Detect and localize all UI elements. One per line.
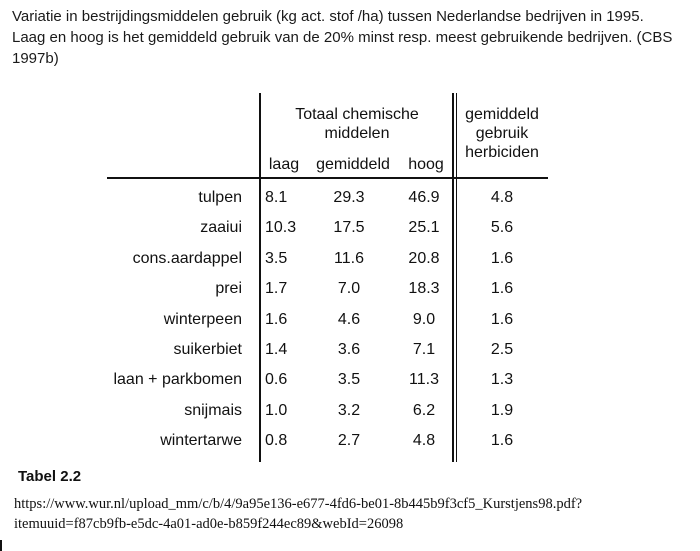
caption-line-2: Laag en hoog is het gemiddeld gebruik van de 20% minst resp. meest gebruikende bedrijven. (CBS xyxy=(12,29,673,46)
header-divider-line xyxy=(107,177,548,179)
table-title: Tabel 2.2 xyxy=(18,468,82,485)
subheader-gemiddeld: gemiddeld xyxy=(316,156,390,173)
cell-crop: suikerbiet xyxy=(173,341,242,358)
cell-herbiciden: 1.6 xyxy=(490,432,514,449)
cell-crop: tulpen xyxy=(198,189,242,206)
label-column-divider xyxy=(259,93,261,462)
cell-laag: 0.6 xyxy=(265,371,288,388)
cell-laag: 8.1 xyxy=(265,189,288,206)
herbicide-header xyxy=(457,105,547,162)
cell-laag: 1.6 xyxy=(265,311,288,328)
caption-line-3: 1997b) xyxy=(12,50,59,67)
cell-laag: 3.5 xyxy=(265,250,288,267)
cell-herbiciden: 4.8 xyxy=(490,189,514,206)
cell-hoog: 6.2 xyxy=(412,402,436,419)
source-line-1: https://www.wur.nl/upload_mm/c/b/4/9a95e136-e677-4fd6-be01-8b445b9f3cf5_Kurstjens98.pdf? xyxy=(14,496,583,512)
edge-mark xyxy=(0,540,2,551)
cell-gemiddeld: 17.5 xyxy=(333,219,365,236)
cell-gemiddeld: 7.0 xyxy=(337,280,361,297)
cell-herbiciden: 2.5 xyxy=(490,341,514,358)
cell-gemiddeld: 3.2 xyxy=(337,402,361,419)
herbicide-column-divider xyxy=(452,93,454,462)
cell-gemiddeld: 11.6 xyxy=(334,250,364,267)
source-link xyxy=(14,494,694,534)
cell-gemiddeld: 4.6 xyxy=(337,311,361,328)
cell-herbiciden: 1.9 xyxy=(490,402,514,419)
cell-hoog: 46.9 xyxy=(408,189,440,206)
cell-crop: zaaiui xyxy=(200,219,242,236)
cell-crop: prei xyxy=(215,280,242,297)
cell-laag: 1.4 xyxy=(265,341,288,358)
cell-gemiddeld: 3.5 xyxy=(337,371,361,388)
cell-laag: 0.8 xyxy=(265,432,288,449)
cell-crop: cons.aardappel xyxy=(132,250,242,267)
cell-crop: snijmais xyxy=(184,402,242,419)
cell-crop: winterpeen xyxy=(163,311,242,328)
herbicide-header-line-3: herbiciden xyxy=(465,144,539,161)
cell-laag: 1.7 xyxy=(265,280,288,297)
cell-crop: wintertarwe xyxy=(160,432,242,449)
group-header xyxy=(263,105,451,143)
subheader-hoog: hoog xyxy=(408,156,444,173)
cell-laag: 1.0 xyxy=(265,402,288,419)
cell-gemiddeld: 3.6 xyxy=(337,341,361,358)
cell-herbiciden: 1.3 xyxy=(490,371,514,388)
cell-herbiciden: 5.6 xyxy=(490,219,514,236)
cell-herbiciden: 1.6 xyxy=(490,311,514,328)
group-header-line-1: Totaal chemische xyxy=(295,106,419,123)
group-header-line-2: middelen xyxy=(324,125,390,142)
cell-laag: 10.3 xyxy=(265,219,297,236)
cell-gemiddeld: 29.3 xyxy=(333,189,365,206)
cell-gemiddeld: 2.7 xyxy=(337,432,361,449)
herbicide-header-line-1: gemiddeld xyxy=(465,106,539,123)
cell-herbiciden: 1.6 xyxy=(490,280,514,297)
caption-line-1: Variatie in bestrijdingsmiddelen gebruik (kg act. stof /ha) tussen Nederlandse bedrijven in 1995. xyxy=(12,8,644,25)
subheader-laag: laag xyxy=(268,156,300,173)
cell-hoog: 25.1 xyxy=(408,219,440,236)
herbicide-header-line-2: gebruik xyxy=(475,125,529,142)
cell-crop: laan + parkbomen xyxy=(113,371,242,388)
cell-herbiciden: 1.6 xyxy=(490,250,514,267)
source-line-2: itemuuid=f87cb9fb-e5dc-4a01-ad0e-b859f244ec89&webId=26098 xyxy=(14,516,404,532)
cell-hoog: 20.8 xyxy=(408,250,440,267)
cell-hoog: 4.8 xyxy=(412,432,436,449)
cell-hoog: 11.3 xyxy=(409,371,439,388)
cell-hoog: 7.1 xyxy=(412,341,436,358)
cell-hoog: 18.3 xyxy=(408,280,440,297)
cell-hoog: 9.0 xyxy=(412,311,436,328)
